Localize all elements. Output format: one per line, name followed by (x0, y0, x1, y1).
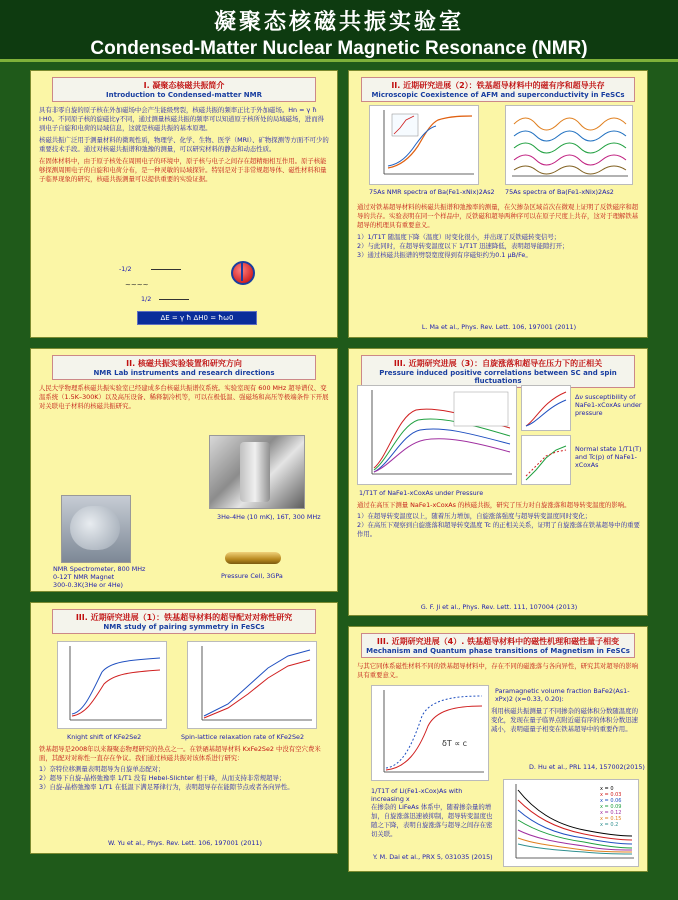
susceptibility-caption: Δν susceptibility of NaFe1-xCoxAs under pressure (575, 393, 642, 417)
intro-paragraph-3: 在固体材料中，由于原子核处在周围电子的环境中，原子核与电子之间存在超精细相互作用。原子核能够探测周围电子的自旋和电荷分布，是一种灵敏的局域探针。特别是对于非常规超导体、磁性材料和量子临界现象的研究，核磁共振测量可以提供重要的实验证据。 (39, 157, 327, 183)
magnetism-title-cn: III. 近期研究进展（4）. 铁基超导材料中的磁性机理和磁性量子相变 (376, 637, 620, 646)
coexistence-reference: L. Ma et al., Phys. Rev. Lett. 106, 197001 (2011) (421, 323, 577, 331)
lifecoas-legend (600, 786, 638, 828)
intro-section-title (52, 77, 315, 102)
magnetism-panel (348, 626, 648, 872)
lifecoas-body: 在掺杂的 LiFeAs 体系中，随着掺杂量的增加，自旋涨落迅速被抑制，超导转变温度也随之下降，表明自旋涨落与超导之间存在密切关联。 (371, 803, 493, 838)
pairing-panel (30, 602, 338, 854)
intro-paragraph-2: 核磁共振广泛用于测量材料的微观性质，物理学、化学、生物、医学（MRI）、矿物探测等方面不可少的重要技术手段。通过对核磁共振谱和弛豫的测量，可以研究材料的静态和动态性质。 (39, 136, 329, 153)
instruments-title-cn: II. 核磁共振实验装置和研究方向 (126, 359, 242, 368)
pressure-point-2: 2）在高压下观察到自旋涨落和超导转变温度 Tc 的正相关关系，证明了自旋涨落在铁基超导中的重要作用。 (357, 521, 640, 538)
knight-shift-caption: Knight shift of KFe2Se2 (67, 733, 142, 741)
pressure-cell-photo (219, 545, 289, 569)
legend-entry: x = 0.03 (600, 792, 622, 798)
lifecoas-t1t-plot (503, 779, 639, 867)
instruments-body: 人民大学物理系核磁共振实验室已经建成多台核磁共振谱仪系统。实验室现有 600 MHz 超导谱仪、变温系统（1.5K–300K）以及高压设备、稀释制冷机等，可以在极低温、强磁场和高压等极端条件下开展对关联电子材料的核磁共振研究。 (39, 384, 329, 410)
knight-shift-plot (57, 641, 167, 729)
pressure-section-title (361, 355, 635, 388)
coexistence-point-3: 3）通过核磁共振谱的劈裂宽度得到有序磁矩约为0.1 μB/Fe。 (357, 251, 532, 259)
pairing-reference: W. Yu et al., Phys. Rev. Lett. 106, 197001 (2011) (107, 839, 263, 847)
coexistence-section-title (361, 77, 635, 102)
instruments-panel (30, 348, 338, 592)
legend-entry: x = 0 (600, 786, 614, 792)
intro-title-en: Introduction to Condensed-matter NMR (106, 91, 262, 99)
relaxation-caption: Spin-lattice relaxation rate of KFe2Se2 (181, 733, 305, 741)
pressure-title-cn: III. 近期研究进展（3）：自旋涨落和超导在压力下的正相关 (393, 359, 603, 368)
coexistence-point-1: 1）1/T1T 随温度下降（温度）时变化很小，并出现了反铁磁转变信号； (357, 233, 561, 241)
legend-entry: x = 0.09 (600, 804, 622, 810)
cryostat-photo (209, 435, 305, 509)
pairing-point-2: 2）超导下自旋-晶格弛豫率 1/T1 没有 Hebel-Slichter 相干峰，从而支持非常规超导； (39, 774, 286, 782)
poster-title-cn: 凝聚态核磁共振实验室 (213, 9, 464, 35)
t1t-caption: 75As NMR spectra of Ba(Fe1-xNix)2As2 (369, 188, 495, 196)
pairing-body: 铁基超导是2008年以来凝聚态物理研究的热点之一。在铁硒基超导材料 KxFe2Se2 中没有空穴费米面，其配对对称性一直存在争议。我们通过核磁共振对该体系进行研究： (39, 745, 321, 762)
pressure-body: 通过在高压下测量 NaFe1-xCoxAs 的核磁共振，研究了压力对自旋涨落和超导转变温度的影响。 (357, 501, 631, 509)
coexistence-title-en: Microscopic Coexistence of AFM and superconductivity in FeSCs (371, 91, 625, 99)
coexistence-point-2: 2）与此同时，在超导转变温度以下 1/T1T 迅速降低，表明超导能隙打开； (357, 242, 569, 250)
svg-text:δT ∝ c: δT ∝ c (442, 739, 467, 748)
pressure-reference: G. F. Ji et al., Phys. Rev. Lett. 111, 107004 (2013) (420, 603, 578, 611)
spin-up-label: 1/2 (141, 295, 152, 303)
legend-entry: x = 0.2 (600, 822, 619, 828)
spin-down-label: -1/2 (119, 265, 132, 273)
spectrometer-caption: NMR Spectrometer, 800 MHz 0-12T NMR Magnet 300-0.3K(3He or 4He) (53, 565, 146, 589)
pressure-title-en: Pressure induced positive correlations between SC and spin fluctuations (379, 369, 617, 385)
energy-level-diagram (115, 261, 265, 331)
instruments-section-title (52, 355, 315, 380)
poster-header (0, 0, 678, 62)
coexistence-body: 通过对铁基超导材料的核磁共振谱和弛豫率的测量，在欠掺杂区域首次在微观上证明了反铁磁序和超导的共存。实验表明在同一个样品中，反铁磁和超导两种序可以在原子尺度上共存，这对于理解铁基超导的机理具有重要意义。 (357, 203, 639, 229)
pressure-point-1: 1）在超导转变温度以上，随着压力增加，自旋涨落强度与超导转变温度同时变化； (357, 512, 592, 520)
volume-fraction-caption: Paramagnetic volume fraction BaFe2(As1-xPx)2 (x=0.33, 0.20): (495, 687, 630, 703)
pressure-t1t-plot (357, 385, 517, 485)
legend-entry: x = 0.15 (600, 816, 622, 822)
pairing-point-1: 1）奈特位移测量表明超导为自旋单态配对； (39, 765, 165, 773)
tc-pressure-plot (521, 435, 571, 485)
pressure-panel (348, 348, 648, 616)
susceptibility-plot (521, 385, 571, 431)
instruments-title-en: NMR Lab instruments and research directions (93, 369, 275, 377)
normal-state-caption: Normal state 1/T1(T) and Tc(p) of NaFe1-xCoxAs (575, 445, 642, 469)
magnetism-intro: 与其它同体系磁性材料不同的铁基超导材料中，存在不同的磁涨落与各向异性，研究其对超导的影响具有重要意义。 (357, 662, 639, 679)
pairing-title-cn: III. 近期研究进展（1）：铁基超导材料的超导配对对称性研究 (75, 613, 293, 622)
volume-fraction-plot (371, 685, 489, 781)
pairing-title-en: NMR study of pairing symmetry in FeSCs (103, 623, 265, 631)
pressure-t1t-caption: 1/T1T of NaFe1-xCoxAs under Pressure (359, 489, 484, 497)
spectra-caption: 75As spectra of Ba(Fe1-xNix)2As2 (505, 188, 614, 196)
spin-sphere-icon (231, 261, 255, 285)
poster-title-en: Condensed-Matter Nuclear Magnetic Resonance (NMR) (90, 38, 588, 59)
relaxation-rate-plot (187, 641, 317, 729)
intro-title-cn: I. 凝聚态核磁共振简介 (143, 81, 225, 90)
coexistence-panel (348, 70, 648, 338)
intro-panel (30, 70, 338, 338)
intro-paragraph-1: 具有非零自旋的原子核在外加磁场中会产生能级劈裂，核磁共振的频率正比于外加磁场。Hn = γ ħ I·H0。不同原子核的旋磁比γ不同，通过测量核磁共振的频率可以知道原子核所处的局域磁场，进而得到电子自旋和电荷的局域信息，这就是核磁共振的基本原理。 (39, 106, 324, 132)
resonance-equation: ΔE = γ ħ ΔH0 = ħω0 (137, 311, 257, 325)
nmr-spectra-plot (505, 105, 633, 185)
t1t-plot (369, 105, 479, 185)
volume-fraction-reference: D. Hu et al., PRL 114, 157002(2015) (529, 763, 645, 771)
legend-entry: x = 0.12 (600, 810, 622, 816)
magnetism-section-title (361, 633, 635, 658)
wave-glyph: ~~~~ (125, 281, 149, 289)
nmr-spectrometer-photo (61, 495, 131, 563)
lifecoas-reference: Y. M. Dai et al., PRX 5, 031035 (2015) (373, 853, 493, 861)
pairing-section-title (52, 609, 315, 634)
lifecoas-caption: 1/T1T of Li(Fe1-xCox)As with increasing x (371, 787, 463, 803)
coexistence-title-cn: II. 近期研究进展（2）：铁基超导材料中的磁有序和超导共存 (391, 81, 605, 90)
pressure-cell-caption: Pressure Cell, 3GPa (221, 572, 283, 580)
volume-fraction-body: 利用核磁共振测量了不同掺杂的磁体积分数随温度的变化，发现在量子临界点附近磁有序的体积分数迅速减小，表明磁量子相变在铁基超导中的重要作用。 (491, 707, 638, 733)
magnetism-title-en: Mechanism and Quantum phase transitions of Magnetism in FeSCs (366, 647, 630, 655)
legend-entry: x = 0.06 (600, 798, 622, 804)
dilution-fridge-caption: 3He-4He (10 mK), 16T, 300 MHz (217, 513, 321, 521)
pairing-point-3: 3）自旋-晶格弛豫率 1/T1 在低温下满足幂律行为，表明超导存在能隙节点或者各向异性。 (39, 783, 294, 791)
